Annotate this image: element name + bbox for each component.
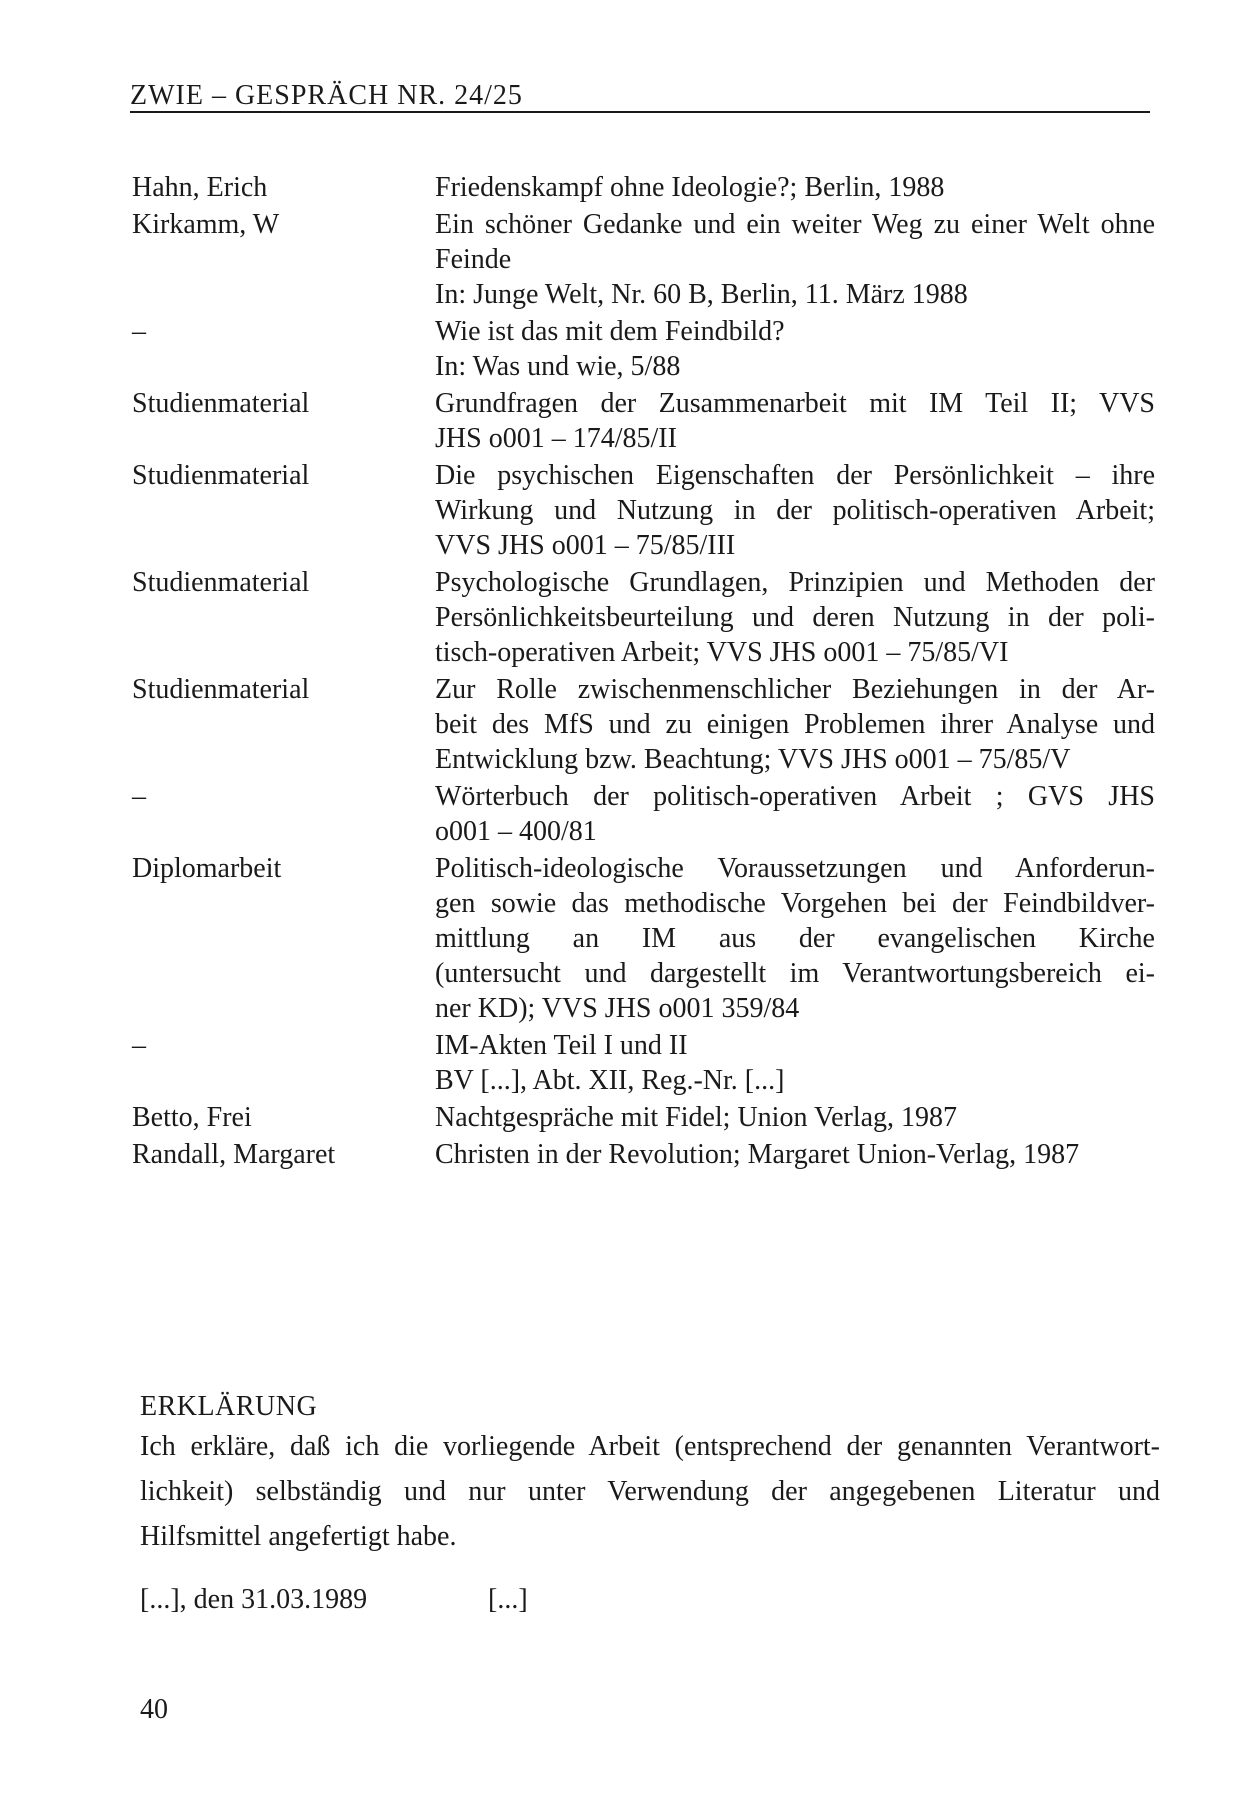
declaration-line: lichkeit) selbständig und nur unter Verwendung der angegebenen Literatur und	[140, 1476, 1160, 1507]
bib-entry-line: Wörterbuch der politisch-operativen Arbeit ; GVS JHS	[435, 781, 1155, 812]
bib-entry-line: ner KD); VVS JHS o001 359/84	[435, 993, 800, 1024]
declaration-heading: ERKLÄRUNG	[140, 1391, 318, 1422]
bib-entry-author: Diplomarbeit	[132, 853, 282, 884]
bib-entry-author: Studienmaterial	[132, 567, 310, 598]
bib-entry-line: Persönlichkeitsbeurteilung und deren Nutzung in der poli-	[435, 602, 1155, 633]
bib-entry-line: IM-Akten Teil I und II	[435, 1030, 688, 1061]
bib-entry-author: Studienmaterial	[132, 460, 310, 491]
bib-entry-line: Grundfragen der Zusammenarbeit mit IM Teil II; VVS	[435, 388, 1155, 419]
bib-entry-line: mittlung an IM aus der evangelischen Kirche	[435, 923, 1155, 954]
bib-entry-line: Zur Rolle zwischenmenschlicher Beziehungen in der Ar-	[435, 674, 1155, 705]
bib-entry-author: Hahn, Erich	[132, 172, 268, 203]
bib-entry-line: BV [...], Abt. XII, Reg.-Nr. [...]	[435, 1065, 785, 1096]
bib-entry-line: VVS JHS o001 – 75/85/III	[435, 530, 736, 561]
bib-entry-author: Randall, Margaret	[132, 1139, 336, 1170]
bib-entry-line: Politisch-ideologische Voraussetzungen und Anforderun-	[435, 853, 1155, 884]
bib-entry-line: Nachtgespräche mit Fidel; Union Verlag, 1987	[435, 1102, 958, 1133]
bib-entry-line: Ein schöner Gedanke und ein weiter Weg zu einer Welt ohne	[435, 209, 1155, 240]
signature-placeholder: [...]	[488, 1584, 528, 1615]
bib-entry-line: Wirkung und Nutzung in der politisch-operativen Arbeit;	[435, 495, 1155, 526]
bib-entry-author: –	[132, 316, 146, 347]
bib-entry-author: Studienmaterial	[132, 674, 310, 705]
bib-entry-line: gen sowie das methodische Vorgehen bei der Feindbildver-	[435, 888, 1155, 919]
bib-entry-line: Feinde	[435, 244, 512, 275]
bib-entry-author: Kirkamm, W	[132, 209, 280, 240]
bib-entry-line: o001 – 400/81	[435, 816, 597, 847]
bib-entry-author: Studienmaterial	[132, 388, 310, 419]
bib-entry-line: JHS o001 – 174/85/II	[435, 423, 677, 454]
bib-entry-line: Friedenskampf ohne Ideologie?; Berlin, 1988	[435, 172, 945, 203]
page-number: 40	[140, 1694, 168, 1725]
bib-entry-line: Psychologische Grundlagen, Prinzipien und Methoden der	[435, 567, 1155, 598]
bib-entry-line: Wie ist das mit dem Feindbild?	[435, 316, 785, 347]
place-date: [...], den 31.03.1989	[140, 1584, 368, 1615]
bib-entry-author: –	[132, 781, 146, 812]
bib-entry-line: tisch-operativen Arbeit; VVS JHS o001 – 75/85/VI	[435, 637, 1009, 668]
bib-entry-line: beit des MfS und zu einigen Problemen ihrer Analyse und	[435, 709, 1155, 740]
declaration-line: Hilfsmittel angefertigt habe.	[140, 1521, 457, 1552]
bib-entry-line: (untersucht und dargestellt im Verantwortungsbereich ei-	[435, 958, 1155, 989]
bib-entry-line: Entwicklung bzw. Beachtung; VVS JHS o001 – 75/85/V	[435, 744, 1071, 775]
bib-entry-line: Christen in der Revolution; Margaret Union-Verlag, 1987	[435, 1139, 1080, 1170]
running-header: ZWIE – GESPRÄCH NR. 24/25	[130, 80, 523, 111]
bib-entry-author: –	[132, 1030, 146, 1061]
bib-entry-line: In: Junge Welt, Nr. 60 B, Berlin, 11. März 1988	[435, 279, 968, 310]
bib-entry-author: Betto, Frei	[132, 1102, 252, 1133]
bib-entry-line: In: Was und wie, 5/88	[435, 351, 681, 382]
bib-entry-line: Die psychischen Eigenschaften der Persönlichkeit – ihre	[435, 460, 1155, 491]
declaration-line: Ich erkläre, daß ich die vorliegende Arbeit (entsprechend der genannten Verantwort-	[140, 1431, 1160, 1462]
